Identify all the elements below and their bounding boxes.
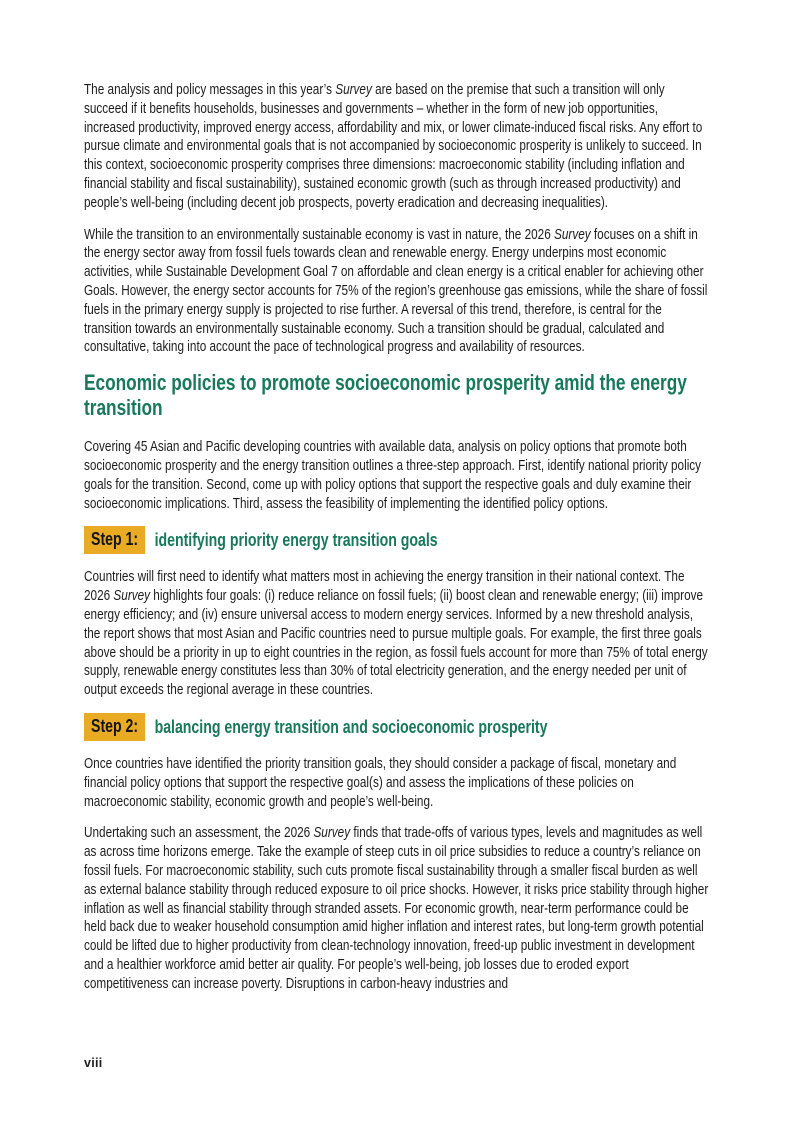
- body-paragraph-5: [84, 755, 711, 811]
- step-1-heading: [84, 526, 711, 554]
- survey-italic: Survey: [313, 824, 351, 842]
- paragraph-text: While the transition to an environmentally sustainable economy is vast in nature, the 2026: [84, 225, 555, 243]
- paragraph-text: Undertaking such an assessment, the 2026: [84, 824, 314, 842]
- paragraph-text: finds that trade-offs of various types, levels and magnitudes as well as across time horizons emerge. Take the example of steep cuts in oil price subsidies to reduce a country’s reliance on fossil fuels. For macroeconomic stability, such cuts promote fiscal sustainability through a smaller fiscal burden as well as external balance stability through reduced exposure to oil price shocks. However, it risks price stability through higher inflation as well as financial stability through stranded assets. For economic growth, near-term performance could be held back due to weaker household consumption amid higher inflation and interest rates, but long-term growth potential could be lifted due to higher productivity from clean-technology innovation, freed-up public investment in development and a healthier workforce amid better air quality. For people’s well-being, job losses due to eroded export competitiveness can increase poverty. Disruptions in carbon-heavy industries and: [84, 824, 709, 992]
- step-2-title: balancing energy transition and socioeconomic prosperity: [154, 716, 548, 737]
- paragraph-text: Countries will first need to identify what matters most in achieving the energy transition in their national context. The 2026: [84, 568, 685, 605]
- step-2-heading: [84, 713, 711, 741]
- body-paragraph-2: [84, 226, 711, 358]
- section-heading: Economic policies to promote socioeconomic prosperity amid the energy transition: [84, 370, 687, 421]
- survey-italic: Survey: [113, 587, 151, 605]
- survey-italic: Survey: [335, 81, 372, 98]
- paragraph-text: Once countries have identified the priority transition goals, they should consider a package of fiscal, monetary and financial policy options that support the respective goal(s) and assess the implications of these policies on macroeconomic stability, economic growth and people’s well-being.: [84, 754, 677, 810]
- paragraph-text: focuses on a shift in the energy sector away from fossil fuels towards clean and renewable energy. Energy underpins most economic activities, while Sustainable Development Goal 7 on affordable and clean energy is a critical enabler for achieving other Goals. However, the energy sector accounts for 75% of the region’s greenhouse gas emissions, while the share of fossil fuels in the primary energy supply is projected to rise further. A reversal of this trend, therefore, is central for the transition towards an environmentally sustainable economy. Such a transition should be gradual, calculated and consultative, taking into account the pace of technological progress and availability of resources.: [84, 225, 708, 356]
- survey-italic: Survey: [554, 225, 591, 243]
- page-number: viii: [84, 1056, 103, 1070]
- paragraph-text: highlights four goals: (i) reduce reliance on fossil fuels; (ii) boost clean and renewable energy; (iii) improve energy efficiency; and (iv) ensure universal access to modern energy services. Informed by a new threshold analysis, the report shows that most Asian and Pacific countries need to pursue multiple goals. For example, the first three goals above should be a priority in up to eight countries in the region, as fossil fuels account for more than 75% of total energy supply, renewable energy constitutes less than 30% of total electricity generation, and the energy needed per unit of output exceeds the regional average in these countries.: [84, 587, 708, 699]
- paragraph-text: Covering 45 Asian and Pacific developing countries with available data, analysis on policy options that promote both socioeconomic prosperity and the energy transition outlines a three-step approach. First, identify national priority policy goals for the transition. Second, come up with policy options that support the respective goals and duly examine their socioeconomic implications. Third, assess the feasibility of implementing the identified policy options.: [84, 438, 702, 512]
- body-paragraph-3: [84, 438, 711, 513]
- step-1-chip: Step 1:: [84, 526, 145, 554]
- body-paragraph-4: [84, 568, 711, 700]
- paragraph-text: The analysis and policy messages in this year’s: [84, 81, 336, 98]
- content-column: [84, 81, 711, 1006]
- step-2-chip: Step 2:: [84, 713, 145, 741]
- body-paragraph-1: [84, 81, 711, 213]
- step-1-title: identifying priority energy transition goals: [154, 530, 438, 551]
- paragraph-text: are based on the premise that such a transition will only succeed if it benefits households, businesses and governments – whether in the form of new job opportunities, increased productivity, improved energy access, affordability and mix, or lower climate-induced fiscal risks. Any effort to pursue climate and environmental goals that is not accompanied by socioeconomic prosperity is unlikely to succeed. In this context, socioeconomic prosperity comprises three dimensions: macroeconomic stability (including inflation and financial stability and fiscal sustainability), sustained economic growth (such as through increased productivity) and people’s well-being (including decent job prospects, poverty eradication and decreasing inequalities).: [84, 81, 703, 211]
- body-paragraph-6: [84, 824, 711, 993]
